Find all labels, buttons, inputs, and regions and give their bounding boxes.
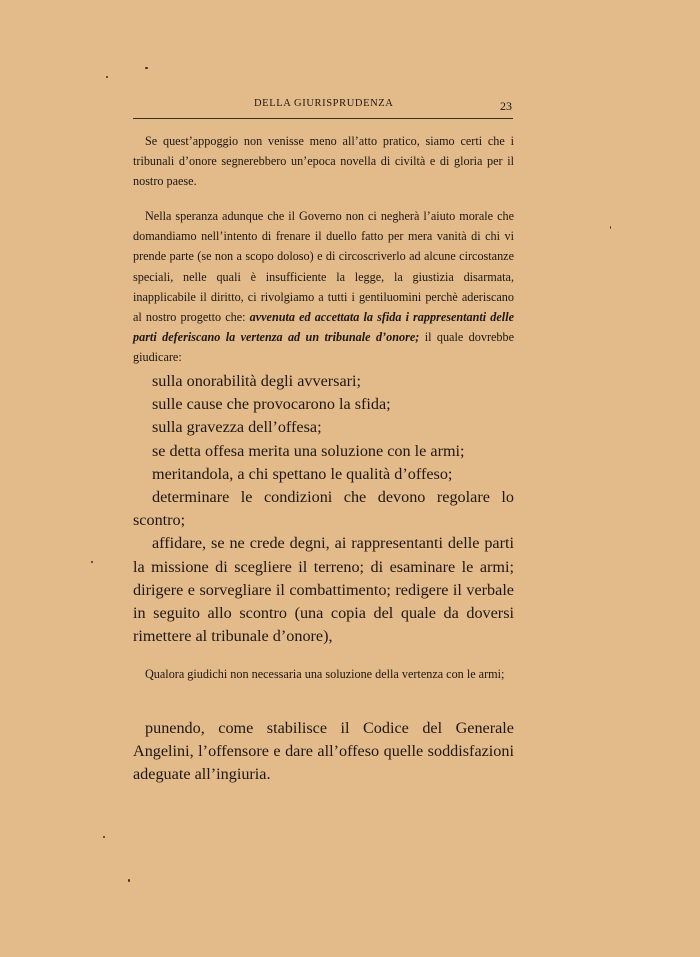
list-item: sulle cause che provocarono la sfida;: [152, 395, 391, 414]
paragraph-2: [133, 206, 514, 368]
running-title: DELLA GIURISPRUDENZA: [254, 98, 394, 109]
paragraph-1: Se quest’appoggio non venisse meno all’atto pratico, siamo certi che i tribunali d’onore segnerebbero un’epoca novella di civiltà e di gloria per il nostro paese.: [133, 134, 514, 189]
list-item: affidare, se ne crede degni, ai rappresentanti delle parti la missione di scegliere il terreno; di esaminare le armi; dirigere e sorvegliare il combattimento; redigere il verbale in seguito allo scontro (una copia del quale da doversi rimettere al tribunale d’onore),: [133, 534, 514, 646]
paper-speck: [128, 879, 130, 882]
paragraph-2-emphasis: avvenuta ed accettata la sfida i rappresentanti delle parti deferiscano la vertenza ad un tribunale d’onore;: [133, 310, 514, 345]
list-item: sulla onorabilità degli avversari;: [152, 372, 362, 390]
paper-speck: [106, 76, 108, 78]
running-header: [133, 96, 513, 119]
list-item: se detta offesa merita una soluzione con le armi;: [152, 441, 465, 460]
paper-speck: [610, 226, 611, 229]
page-number: 23: [500, 99, 512, 113]
paragraph-4: punendo, come stabilisce il Codice del Generale Angelini, l’offensore e dare all’offeso quelle soddisfazioni adeguate all’ingiuria.: [133, 719, 514, 784]
paragraph-2-text: Nella speranza adunque che il Governo non ci negherà l’aiuto morale che domandiamo nell’intento di frenare il duello fatto per mera vanità di chi vi prende parte (se non a scopo doloso) e di circoscriverlo ad alcune circostanze speciali, nelle quali è insufficiente la legge, la giustizia disarmata, inapplicabile il diritto, ci rivolgiamo a tutti i gentiluomini perchè aderiscano al nostro progetto che:: [133, 209, 514, 325]
paper-speck: [91, 561, 93, 563]
list-item: meritandola, a chi spettano le qualità d’offeso;: [152, 464, 453, 483]
paper-speck: [103, 836, 105, 838]
judgment-list: [133, 370, 514, 648]
paragraph-2-tail: il quale dovrebbe giudicare:: [133, 330, 515, 365]
paragraph-3: Qualora giudichi non necessaria una soluzione della vertenza con le armi;: [145, 667, 505, 681]
paper-speck: [145, 67, 148, 69]
list-item: determinare le condizioni che devono regolare lo scontro;: [133, 488, 514, 530]
list-item: sulla gravezza dell’offesa;: [152, 418, 322, 437]
